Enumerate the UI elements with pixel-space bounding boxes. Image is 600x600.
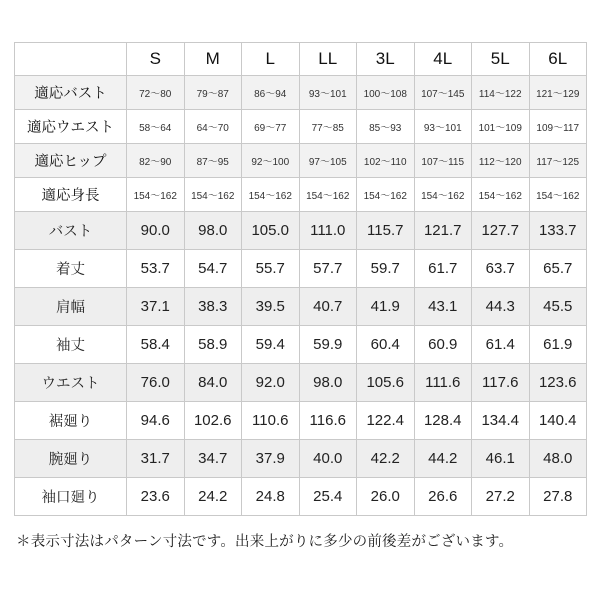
size-header-5l: 5L	[472, 43, 530, 76]
table-cell: 90.0	[127, 212, 185, 250]
table-cell: 100〜108	[357, 76, 415, 110]
table-cell: 102.6	[184, 402, 242, 440]
table-cell: 61.9	[529, 326, 587, 364]
table-cell: 26.6	[414, 478, 472, 516]
table-cell: 133.7	[529, 212, 587, 250]
table-cell: 44.3	[472, 288, 530, 326]
table-cell: 93〜101	[414, 110, 472, 144]
table-cell: 77〜85	[299, 110, 357, 144]
size-header-4l: 4L	[414, 43, 472, 76]
table-cell: 98.0	[299, 364, 357, 402]
table-cell: 85〜93	[357, 110, 415, 144]
size-header-l: L	[242, 43, 300, 76]
table-cell: 37.1	[127, 288, 185, 326]
table-cell: 60.9	[414, 326, 472, 364]
table-cell: 48.0	[529, 440, 587, 478]
row-label: 裾廻り	[15, 402, 127, 440]
row-label: 適応身長	[15, 178, 127, 212]
size-header-ll: LL	[299, 43, 357, 76]
table-cell: 111.0	[299, 212, 357, 250]
table-cell: 58〜64	[127, 110, 185, 144]
table-cell: 25.4	[299, 478, 357, 516]
table-cell: 63.7	[472, 250, 530, 288]
table-cell: 43.1	[414, 288, 472, 326]
table-row	[15, 288, 587, 326]
table-cell: 93〜101	[299, 76, 357, 110]
table-cell: 59.9	[299, 326, 357, 364]
table-cell: 58.9	[184, 326, 242, 364]
table-cell: 46.1	[472, 440, 530, 478]
table-cell: 42.2	[357, 440, 415, 478]
table-cell: 101〜109	[472, 110, 530, 144]
table-cell: 117〜125	[529, 144, 587, 178]
table-cell: 154〜162	[414, 178, 472, 212]
table-header-row	[15, 43, 587, 76]
table-cell: 40.0	[299, 440, 357, 478]
size-header-6l: 6L	[529, 43, 587, 76]
table-cell: 72〜80	[127, 76, 185, 110]
table-cell: 115.7	[357, 212, 415, 250]
table-cell: 27.2	[472, 478, 530, 516]
table-cell: 154〜162	[472, 178, 530, 212]
table-cell: 102〜110	[357, 144, 415, 178]
table-row	[15, 364, 587, 402]
table-cell: 57.7	[299, 250, 357, 288]
table-row	[15, 110, 587, 144]
size-header-3l: 3L	[357, 43, 415, 76]
table-row	[15, 144, 587, 178]
table-row	[15, 478, 587, 516]
table-cell: 98.0	[184, 212, 242, 250]
size-note: ＊表示寸法はパターン寸法です。出来上がりに多少の前後差がございます。	[16, 534, 514, 550]
size-header-s: S	[127, 43, 185, 76]
table-cell: 60.4	[357, 326, 415, 364]
table-cell: 154〜162	[529, 178, 587, 212]
size-chart-table	[14, 42, 587, 516]
table-cell: 27.8	[529, 478, 587, 516]
table-cell: 40.7	[299, 288, 357, 326]
table-cell: 105.6	[357, 364, 415, 402]
table-cell: 65.7	[529, 250, 587, 288]
table-cell: 122.4	[357, 402, 415, 440]
table-cell: 154〜162	[184, 178, 242, 212]
table-cell: 116.6	[299, 402, 357, 440]
table-cell: 34.7	[184, 440, 242, 478]
table-cell: 59.4	[242, 326, 300, 364]
row-label: 腕廻り	[15, 440, 127, 478]
table-cell: 82〜90	[127, 144, 185, 178]
table-cell: 58.4	[127, 326, 185, 364]
row-label: 着丈	[15, 250, 127, 288]
row-label: 袖口廻り	[15, 478, 127, 516]
table-cell: 76.0	[127, 364, 185, 402]
table-row	[15, 402, 587, 440]
table-cell: 121.7	[414, 212, 472, 250]
table-cell: 105.0	[242, 212, 300, 250]
table-cell: 107〜115	[414, 144, 472, 178]
table-cell: 111.6	[414, 364, 472, 402]
table-cell: 55.7	[242, 250, 300, 288]
table-cell: 41.9	[357, 288, 415, 326]
table-cell: 94.6	[127, 402, 185, 440]
row-label: 適応ヒップ	[15, 144, 127, 178]
table-cell: 154〜162	[357, 178, 415, 212]
table-cell: 24.8	[242, 478, 300, 516]
table-row	[15, 76, 587, 110]
table-row	[15, 212, 587, 250]
table-cell: 97〜105	[299, 144, 357, 178]
table-cell: 87〜95	[184, 144, 242, 178]
table-cell: 154〜162	[242, 178, 300, 212]
row-label: 袖丈	[15, 326, 127, 364]
table-cell: 154〜162	[299, 178, 357, 212]
table-cell: 61.7	[414, 250, 472, 288]
table-row	[15, 250, 587, 288]
table-cell: 44.2	[414, 440, 472, 478]
table-cell: 86〜94	[242, 76, 300, 110]
table-cell: 123.6	[529, 364, 587, 402]
table-cell: 107〜145	[414, 76, 472, 110]
row-label: バスト	[15, 212, 127, 250]
table-cell: 84.0	[184, 364, 242, 402]
table-cell: 61.4	[472, 326, 530, 364]
table-cell: 117.6	[472, 364, 530, 402]
table-cell: 79〜87	[184, 76, 242, 110]
table-row	[15, 440, 587, 478]
table-cell: 69〜77	[242, 110, 300, 144]
table-cell: 154〜162	[127, 178, 185, 212]
table-cell: 26.0	[357, 478, 415, 516]
table-cell: 92.0	[242, 364, 300, 402]
row-label: 肩幅	[15, 288, 127, 326]
table-cell: 59.7	[357, 250, 415, 288]
table-cell: 24.2	[184, 478, 242, 516]
table-cell: 45.5	[529, 288, 587, 326]
table-cell: 23.6	[127, 478, 185, 516]
table-cell: 128.4	[414, 402, 472, 440]
table-cell: 112〜120	[472, 144, 530, 178]
table-cell: 37.9	[242, 440, 300, 478]
table-cell: 110.6	[242, 402, 300, 440]
row-label: 適応ウエスト	[15, 110, 127, 144]
table-corner-cell	[15, 43, 127, 76]
table-cell: 109〜117	[529, 110, 587, 144]
table-row	[15, 326, 587, 364]
size-header-m: M	[184, 43, 242, 76]
table-cell: 31.7	[127, 440, 185, 478]
table-cell: 92〜100	[242, 144, 300, 178]
table-cell: 134.4	[472, 402, 530, 440]
table-row	[15, 178, 587, 212]
table-cell: 53.7	[127, 250, 185, 288]
row-label: ウエスト	[15, 364, 127, 402]
table-cell: 114〜122	[472, 76, 530, 110]
table-cell: 54.7	[184, 250, 242, 288]
table-cell: 127.7	[472, 212, 530, 250]
table-cell: 39.5	[242, 288, 300, 326]
table-cell: 121〜129	[529, 76, 587, 110]
table-cell: 64〜70	[184, 110, 242, 144]
table-cell: 140.4	[529, 402, 587, 440]
table-cell: 38.3	[184, 288, 242, 326]
row-label: 適応バスト	[15, 76, 127, 110]
